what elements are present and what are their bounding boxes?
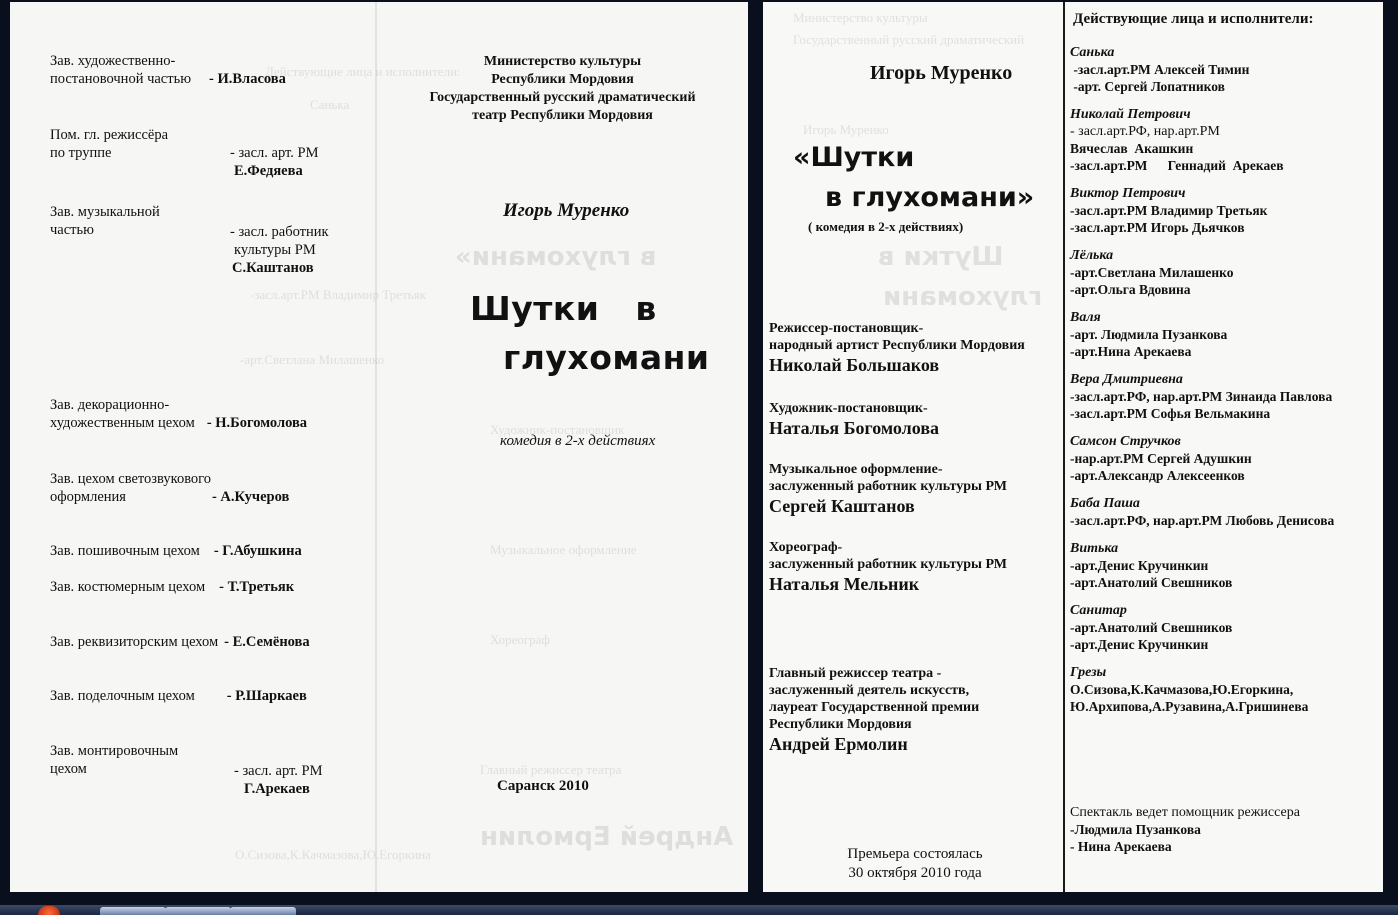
cast-actor: -засл.арт.РФ, нар.арт.РМ Зинаида Павлова <box>1070 389 1333 404</box>
cast-entry <box>1070 602 1334 653</box>
staff-name: - Р.Шаркаев <box>226 688 307 704</box>
page-fold <box>1063 2 1065 892</box>
ministry-line: Государственный русский драматический <box>429 90 696 105</box>
staff-name: - Е.Семёнова <box>224 634 310 650</box>
cast-entry <box>1070 540 1334 591</box>
play-title-line1: «Шутки <box>793 142 915 173</box>
staff-name: - Н.Богомолова <box>206 415 308 431</box>
cast-entry <box>1070 371 1334 422</box>
staff-position: частью <box>50 222 94 238</box>
cast-entry <box>1070 106 1334 174</box>
crew-name: Наталья Богомолова <box>769 418 940 438</box>
stage-manager-note <box>1070 804 1300 855</box>
staff-entry <box>50 687 307 705</box>
cast-actor: Вячеслав Акашкин <box>1070 141 1194 156</box>
staff-position: художественным цехом <box>50 415 195 431</box>
cast-role: Витька <box>1070 541 1119 556</box>
cast-actor: -арт.Ольга Вдовина <box>1070 282 1191 297</box>
crew-role: заслуженный работник культуры РМ <box>769 479 1007 494</box>
staff-title: культуры РМ <box>234 242 316 258</box>
staff-entry <box>50 126 168 162</box>
crew-role: Главный режиссер театра - <box>769 666 942 681</box>
ministry-header <box>390 53 735 125</box>
cast-actor: -засл.арт.РМ Игорь Дьячков <box>1070 220 1245 235</box>
crew-name: Николай Большаков <box>769 355 940 375</box>
staff-entry <box>50 470 289 506</box>
crew-role: Музыкальное оформление- <box>769 462 943 477</box>
cast-actor: -арт.Нина Арекаева <box>1070 344 1192 359</box>
author-name: Игорь Муренко <box>503 200 630 221</box>
cast-list <box>1070 44 1334 726</box>
taskbar-button[interactable] <box>230 907 296 915</box>
crew-role: лауреат Государственной премии <box>769 700 980 715</box>
play-title-line1: Шутки в <box>470 289 657 328</box>
city-year: Саранск 2010 <box>497 778 589 794</box>
crew-entry <box>769 320 1025 376</box>
staff-position: Зав. монтировочным <box>50 743 179 759</box>
crew-role: Художник-постановщик- <box>769 401 928 416</box>
cast-actor: -арт. Людмила Пузанкова <box>1070 327 1228 342</box>
staff-position: Зав. костюмерным цехом <box>50 579 206 595</box>
staff-position: Зав. музыкальной <box>50 204 160 220</box>
crew-name: Андрей Ермолин <box>769 734 908 754</box>
cast-actor: -засл.арт.РМ Владимир Третьяк <box>1070 203 1268 218</box>
staff-position: Пом. гл. режиссёра <box>50 127 169 143</box>
crew-role: Режиссер-постановщик- <box>769 321 924 336</box>
right-program-page: Министерство культуры Государственный русский драматический Игорь Муренко Шутки в глухомани Игорь Муренко «Шутки в глухомани» ( комедия в 2-х действиях) Режиссер-постановщик- народный артист Республики Мордовия Николай Большаков Художник-постановщик- Наталья Богомолова Музыкальное оформление- заслуженный работник культуры РМ Сергей Каштанов Хореограф- заслуженный работник культуры РМ Наталья Мельник Главный режиссер театра - заслуженный деятель искусств, лауреат Государственной премии Республики Мордовия Андрей Ермолин Премьера состоялась 30 октября 2010 года Действующие лица и исполнители: Санька -засл.арт.РМ Алексей Тимин -арт. Сергей Лопатников Николай Петрович - засл.арт.РФ, нар.арт.РМ Вячеслав Акашкин -засл.арт.РМ Геннадий Арекаев Виктор Петрович -засл.арт.РМ Владимир Третьяк -засл.арт.РМ Игорь Дьячков Лёлька -арт.Светлана Милашенко -арт.Ольга Вдовина Валя -арт. Людмила Пузанкова -арт.Нина Арекаева Вера Дмитриевна -засл.арт.РФ, нар.арт.РМ Зинаида Павлова -засл.арт.РМ Софья Вельмакина Самсон Стручков -нар.арт.РМ Сергей Адушкин -арт.Александр Алексеенков Баба Паша -засл.арт.РФ, нар.арт.РМ Любовь Денисова Витька -арт.Денис Кручинкин -арт.Анатолий Свешников Санитар -арт.Анатолий Свешников -арт.Денис Кручинкин Грезы О.Сизова,К.Качмазова,Ю.Егоркина, Ю.Архипова,А.Рузавина,А.Гришинева Спектакль ведет помощник режиссера -Людмила Пузанкова - Нина Арекаева <box>763 2 1383 892</box>
staff-position: постановочной частью <box>50 71 192 87</box>
staff-name: С.Каштанов <box>232 260 314 276</box>
ministry-line: Министерство культуры <box>483 54 642 69</box>
crew-entry <box>769 400 939 439</box>
cast-entry <box>1070 664 1334 715</box>
staff-position: Зав. декорационно- <box>50 397 170 413</box>
staff-position: Зав. реквизиторским цехом <box>50 634 219 650</box>
cast-actor: О.Сизова,К.Качмазова,Ю.Егоркина, <box>1070 682 1294 697</box>
play-title-line2: в глухомани» <box>825 182 1035 213</box>
cast-actor: -арт.Александр Алексеенков <box>1070 468 1245 483</box>
staff-entry <box>50 52 286 88</box>
left-program-page: Действующие лица и исполнители: Санька -засл.арт.РМ Владимир Третьяк -арт.Светлана Милашенко Художник-постановщик Музыкальное оформление Хореограф Главный режиссер театра О.Сизова,К.Качмазова,Ю.Егоркина в глухомани» Андрей Ермолин Зав. художественно- постановочной частью - И.Власова Пом. гл. режиссёра по труппе - засл. арт. РМ Е.Федяева Зав. музыкальной частью - засл. работник культуры РМ С.Каштанов Зав. декорационно- художественным цехом - Н.Богомолова Зав. цехом светозвукового оформления - А.Кучеров Зав. пошивочным цехом - Г.Абушкина Зав. костюмерным цехом - Т.Третьяк Зав. реквизиторским цехом - Е.Семёнова Зав. поделочным цехом - Р.Шаркаев Зав. монтировочным цехом - засл. арт. РМ Г.Арекаев Министерство культуры Республики Мордовия Государственный русский драматический театр Республики Мордовия Игорь Муренко Шутки в глухомани комедия в 2-х действиях Саранск 2010 <box>10 2 748 892</box>
staff-title-block <box>230 223 329 277</box>
cast-actor: -нар.арт.РМ Сергей Адушкин <box>1070 451 1252 466</box>
stage-manager-line: -Людмила Пузанкова <box>1070 822 1201 837</box>
staff-entry <box>50 633 310 651</box>
play-genre: ( комедия в 2-х действиях) <box>808 219 964 234</box>
cast-actor: -арт.Светлана Милашенко <box>1070 265 1234 280</box>
staff-entry <box>50 203 160 239</box>
stage-manager-line: Спектакль ведет помощник режиссера <box>1070 805 1300 820</box>
crew-role: Республики Мордовия <box>769 717 912 732</box>
cast-entry <box>1070 495 1334 529</box>
taskbar-button[interactable] <box>100 907 166 915</box>
cast-actor: -арт.Анатолий Свешников <box>1070 575 1233 590</box>
staff-position: цехом <box>50 761 87 777</box>
play-subtitle: комедия в 2-х действиях <box>500 433 656 449</box>
cast-actor: -арт.Денис Кручинкин <box>1070 558 1209 573</box>
staff-title: - засл. арт. РМ <box>234 763 323 779</box>
crew-role: заслуженный работник культуры РМ <box>769 557 1007 572</box>
staff-entry <box>50 742 178 778</box>
staff-entry <box>50 542 302 560</box>
premiere-line: Премьера состоялась <box>847 846 983 862</box>
crew-entry <box>769 461 1007 517</box>
cast-entry <box>1070 433 1334 484</box>
cast-role: Самсон Стручков <box>1070 434 1181 449</box>
cast-actor: -арт.Анатолий Свешников <box>1070 620 1233 635</box>
cast-actor: -арт.Денис Кручинкин <box>1070 637 1209 652</box>
staff-name: Е.Федяева <box>234 163 303 179</box>
cast-role: Николай Петрович <box>1070 107 1191 122</box>
crew-entry <box>769 665 979 755</box>
staff-title-block <box>234 762 323 798</box>
crew-role: заслуженный деятель искусств, <box>769 683 970 698</box>
cast-role: Виктор Петрович <box>1070 186 1186 201</box>
staff-position: по труппе <box>50 145 112 161</box>
staff-position: оформления <box>50 489 126 505</box>
staff-name: - И.Власова <box>209 71 286 87</box>
author-name: Игорь Муренко <box>870 62 1013 84</box>
staff-name: - Г.Абушкина <box>213 543 302 559</box>
staff-name: - А.Кучеров <box>211 489 290 505</box>
staff-title: - засл. арт. РМ <box>230 145 319 161</box>
cast-entry <box>1070 309 1334 360</box>
cast-role: Лёлька <box>1070 248 1114 263</box>
staff-name: Г.Арекаев <box>244 781 310 797</box>
staff-position: Зав. поделочным цехом <box>50 688 195 704</box>
cast-role: Санитар <box>1070 603 1127 618</box>
cast-actor: -засл.арт.РМ Софья Вельмакина <box>1070 406 1271 421</box>
crew-role: Хореограф- <box>769 540 843 555</box>
staff-name: - Т.Третьяк <box>219 579 295 595</box>
crew-name: Сергей Каштанов <box>769 496 915 516</box>
cast-entry <box>1070 247 1334 298</box>
play-title-line2: глухомани <box>503 338 710 377</box>
cast-role: Санька <box>1070 45 1115 60</box>
taskbar-button[interactable] <box>165 907 231 915</box>
crew-name: Наталья Мельник <box>769 574 920 594</box>
premiere-date <box>825 845 1005 883</box>
page-fold <box>375 2 377 892</box>
ministry-line: театр Республики Мордовия <box>472 108 653 123</box>
premiere-line: 30 октября 2010 года <box>848 865 982 881</box>
cast-actor: - засл.арт.РФ, нар.арт.РМ <box>1070 124 1220 139</box>
cast-actor: Ю.Архипова,А.Рузавина,А.Гришинева <box>1070 699 1309 714</box>
staff-position: Зав. цехом светозвукового <box>50 471 212 487</box>
crew-entry <box>769 539 1007 595</box>
cast-entry <box>1070 185 1334 236</box>
cast-actor: -засл.арт.РМ Геннадий Арекаев <box>1070 158 1284 173</box>
crew-role: народный артист Республики Мордовия <box>769 338 1025 353</box>
staff-position: Зав. художественно- <box>50 53 176 69</box>
os-taskbar <box>0 905 1398 915</box>
cast-role: Валя <box>1070 310 1101 325</box>
cast-entry <box>1070 44 1334 95</box>
cast-actor: -засл.арт.РМ Алексей Тимин <box>1070 62 1250 77</box>
cast-role: Баба Паша <box>1070 496 1140 511</box>
cast-actor: -арт. Сергей Лопатников <box>1070 79 1225 94</box>
cast-role: Вера Дмитриевна <box>1070 372 1183 387</box>
staff-title: - засл. работник <box>230 224 329 240</box>
cast-heading: Действующие лица и исполнители: <box>1073 11 1314 27</box>
stage-manager-line: - Нина Арекаева <box>1070 839 1172 854</box>
cast-actor: -засл.арт.РФ, нар.арт.РМ Любовь Денисова <box>1070 513 1335 528</box>
staff-position: Зав. пошивочным цехом <box>50 543 200 559</box>
ministry-line: Республики Мордовия <box>491 72 634 87</box>
start-orb-icon[interactable] <box>38 906 60 915</box>
staff-entry <box>50 396 307 432</box>
staff-title-block <box>230 144 319 180</box>
staff-entry <box>50 578 294 596</box>
cast-role: Грезы <box>1070 665 1107 680</box>
